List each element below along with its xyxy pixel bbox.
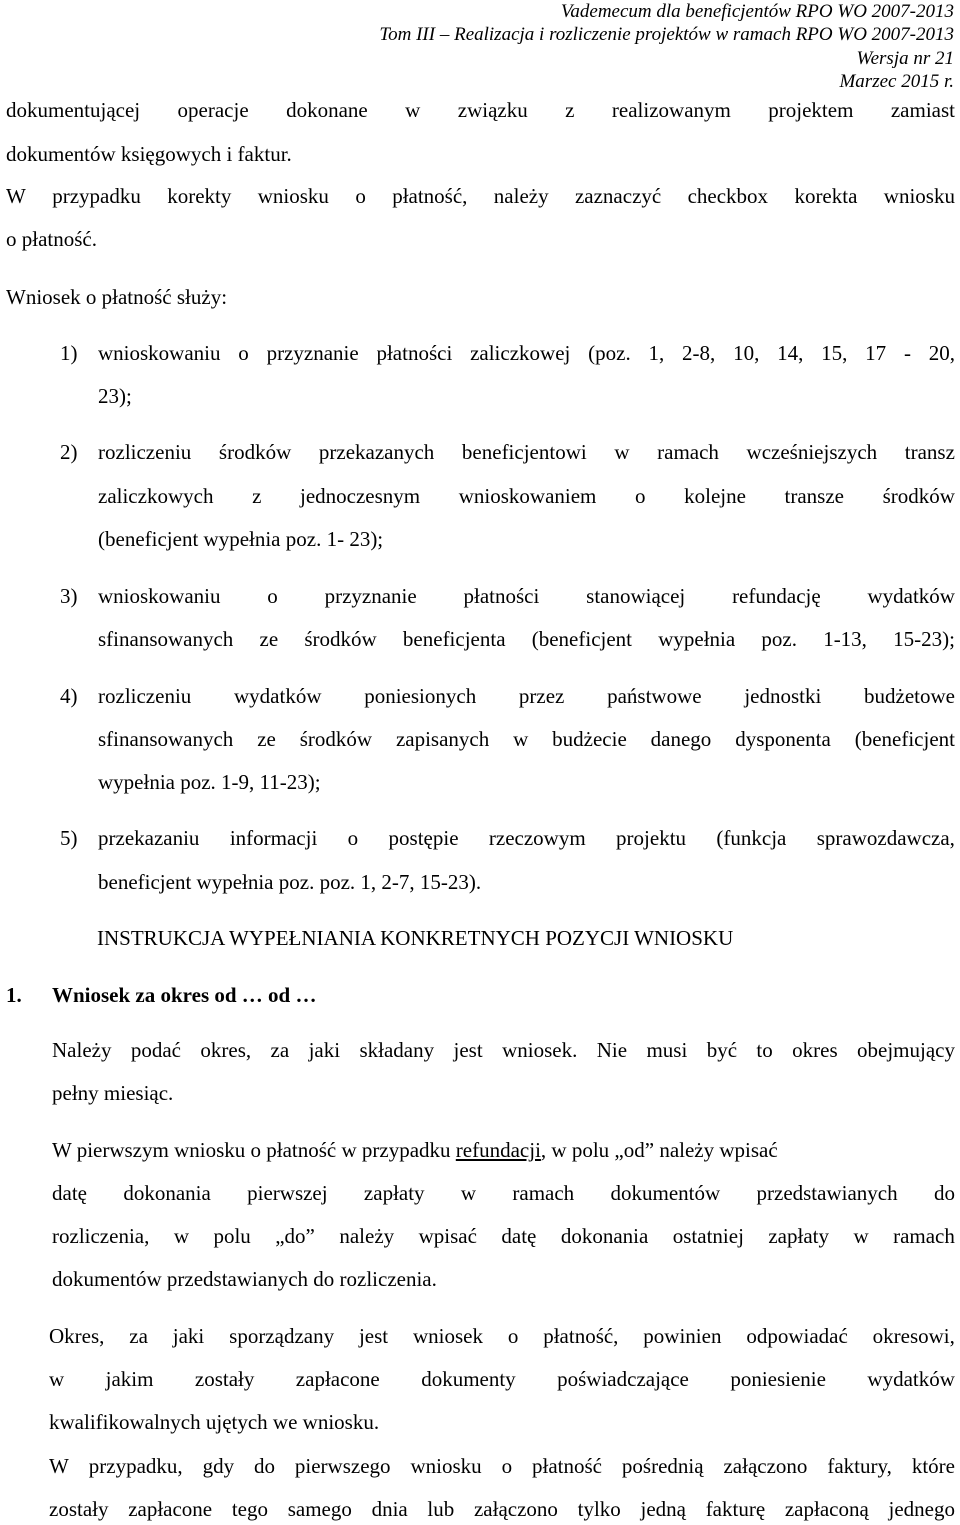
refundacji-link-text: refundacji xyxy=(455,1138,541,1162)
list-item-1-line-2: 23); xyxy=(98,384,132,408)
list-item-2-line-2: zaliczkowych z jednoczesnym wnioskowaniem o kolejne transze środków xyxy=(98,484,955,508)
list-item-5-number: 5) xyxy=(60,826,78,850)
intro-line-3: W przypadku korekty wniosku o płatność, należy zaznaczyć checkbox korekta wniosku xyxy=(6,184,955,208)
intro-line-1: dokumentującej operacje dokonane w związku z realizowanym projektem zamiast xyxy=(6,98,955,122)
list-item-4-line-3: wypełnia poz. 1-9, 11-23); xyxy=(98,770,321,794)
section-1-p4-line-2: zostały zapłacone tego samego dnia lub załączono tylko jedną fakturę zapłaconą jednego xyxy=(49,1497,955,1521)
section-1-p3-line-1: Okres, za jaki sporządzany jest wniosek o płatność, powinien odpowiadać okresowi, xyxy=(49,1324,955,1348)
section-1-p2-line-4: dokumentów przedstawianych do rozliczenia. xyxy=(52,1267,437,1291)
intro-line-4: o płatność. xyxy=(6,227,97,251)
list-item-4-number: 4) xyxy=(60,684,78,708)
list-item-1-number: 1) xyxy=(60,341,78,365)
section-1-p1-line-2: pełny miesiąc. xyxy=(52,1081,174,1105)
list-item-3-line-1: wnioskowaniu o przyznanie płatności stanowiącej refundację wydatków xyxy=(98,584,955,608)
list-item-5-line-1: przekazaniu informacji o postępie rzeczowym projektu (funkcja sprawozdawcza, xyxy=(98,826,955,850)
list-item-3-number: 3) xyxy=(60,584,78,608)
section-1-p2-line-1-a: W pierwszym wniosku o płatność w przypadku xyxy=(52,1138,456,1162)
section-1-number: 1. xyxy=(6,983,22,1007)
header-line-3: Wersja nr 21 xyxy=(856,47,954,69)
section-1-title: Wniosek za okres od … od … xyxy=(52,983,317,1007)
section-1-p4-line-1: W przypadku, gdy do pierwszego wniosku o płatność pośrednią załączono faktury, które xyxy=(49,1454,955,1478)
header-line-2: Tom III – Realizacja i rozliczenie projektów w ramach RPO WO 2007-2013 xyxy=(379,24,954,46)
list-item-2-number: 2) xyxy=(60,440,78,464)
list-item-4-line-1: rozliczeniu wydatków poniesionych przez państwowe jednostki budżetowe xyxy=(98,684,955,708)
list-item-5-line-2: beneficjent wypełnia poz. poz. 1, 2-7, 15-23). xyxy=(98,870,482,894)
section-1-p2-line-3: rozliczenia, w polu „do” należy wpisać datę dokonania ostatniej zapłaty w ramach xyxy=(52,1224,955,1248)
list-item-3-line-2: sfinansowanych ze środków beneficjenta (beneficjent wypełnia poz. 1-13, 15-23); xyxy=(98,627,955,651)
section-1-p2-line-1-b: , w polu „od” należy wpisać xyxy=(540,1138,778,1162)
section-1-p1-line-1: Należy podać okres, za jaki składany jest wniosek. Nie musi być to okres obejmujący xyxy=(52,1038,955,1062)
section-1-p3-line-3: kwalifikowalnych ujętych we wniosku. xyxy=(49,1410,380,1434)
section-1-p2-line-2: datę dokonania pierwszej zapłaty w ramach dokumentów przedstawianych do xyxy=(52,1181,955,1205)
document-header xyxy=(379,0,954,93)
header-line-4: Marzec 2015 r. xyxy=(839,70,954,92)
intro-line-2: dokumentów księgowych i faktur. xyxy=(6,142,292,166)
list-item-2-line-3: (beneficjent wypełnia poz. 1- 23); xyxy=(98,527,384,551)
instruction-heading: INSTRUKCJA WYPEŁNIANIA KONKRETNYCH POZYCJI WNIOSKU xyxy=(97,926,734,950)
header-line-1: Vademecum dla beneficjentów RPO WO 2007-2013 xyxy=(560,1,954,22)
section-1-p3-line-2: w jakim zostały zapłacone dokumenty poświadczające poniesienie wydatków xyxy=(49,1367,955,1391)
list-item-2-line-1: rozliczeniu środków przekazanych beneficjentowi w ramach wcześniejszych transz xyxy=(98,440,955,464)
list-item-4-line-2: sfinansowanych ze środków zapisanych w budżecie danego dysponenta (beneficjent xyxy=(98,727,955,751)
list-item-1-line-1: wnioskowaniu o przyznanie płatności zaliczkowej (poz. 1, 2-8, 10, 14, 15, 17 - 20, xyxy=(98,341,955,365)
intro-line-5: Wniosek o płatność służy: xyxy=(6,285,228,309)
section-1-p2-line-1 xyxy=(52,1140,955,1161)
